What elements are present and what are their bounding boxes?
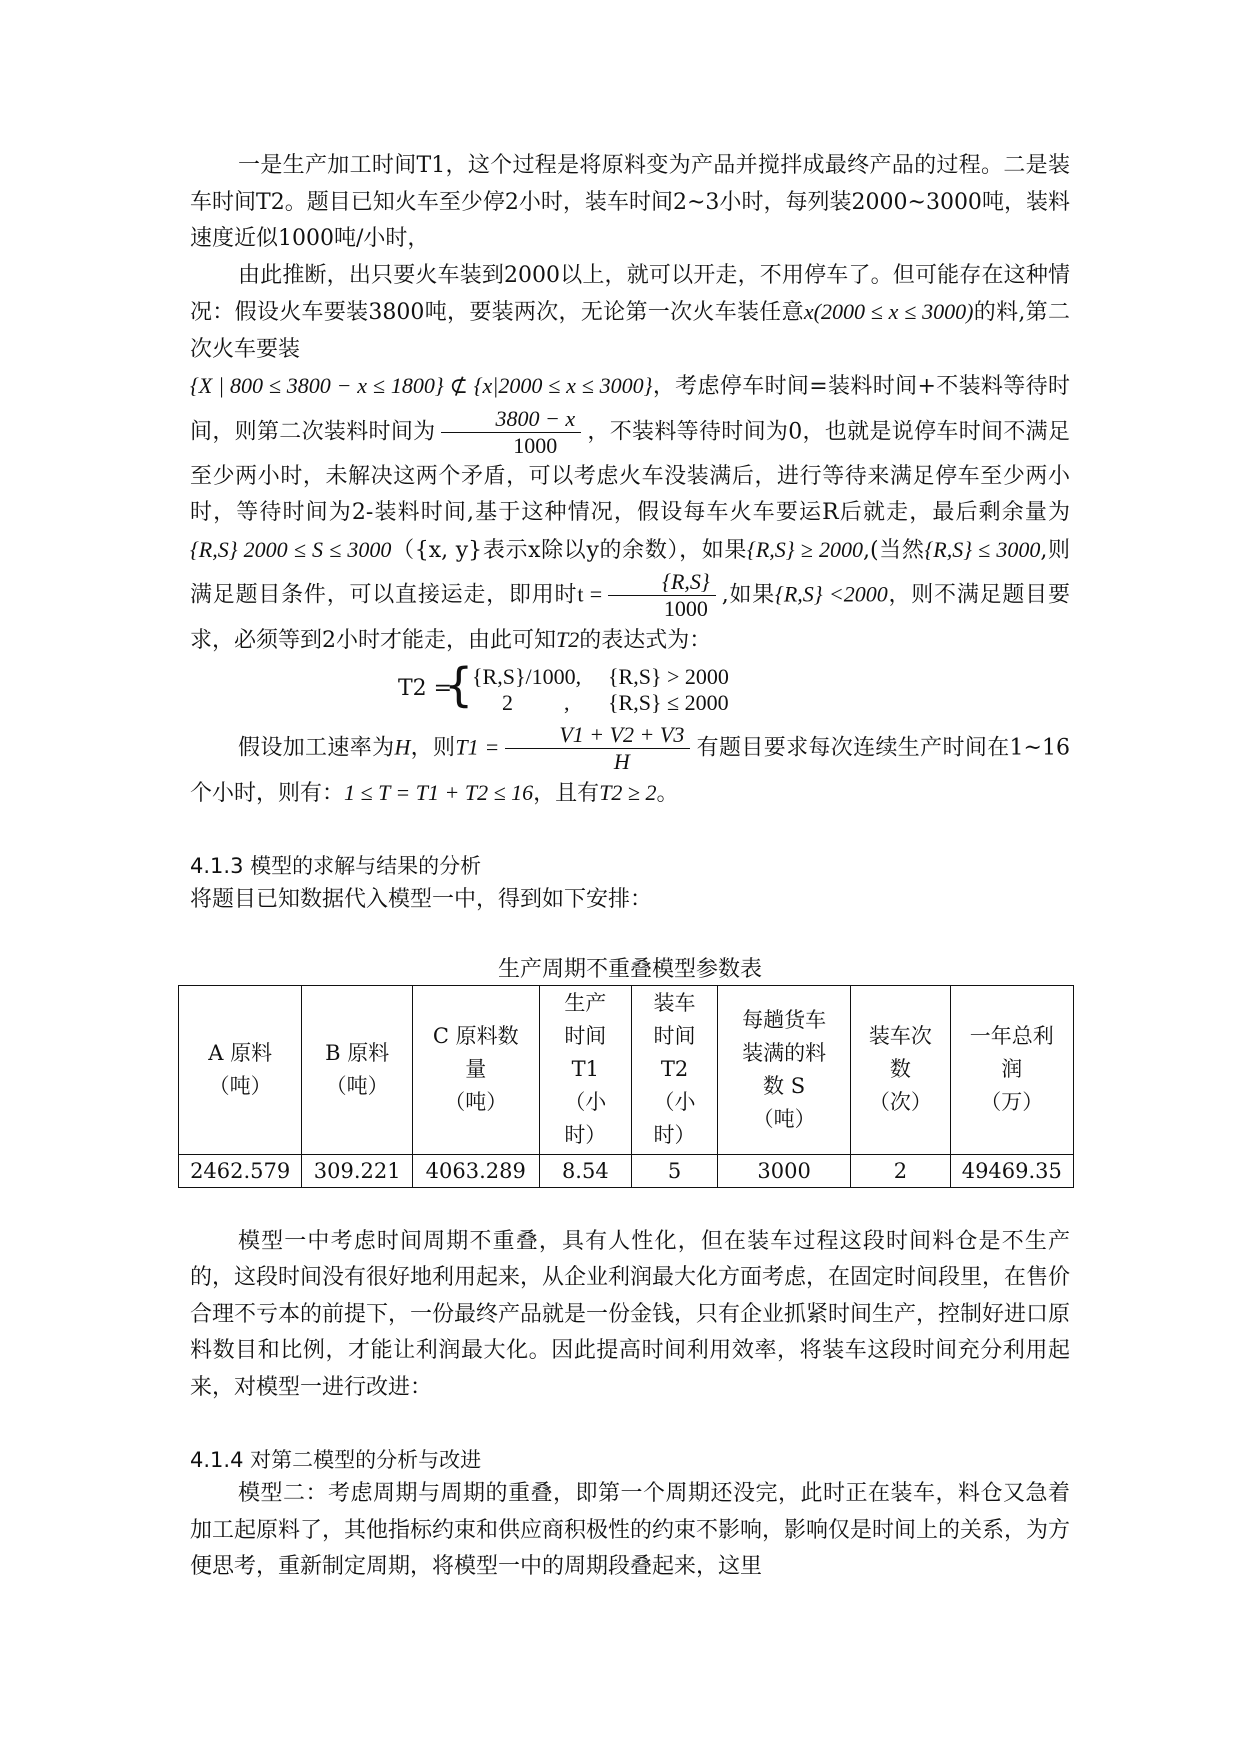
math-condition: {R,S} <2000 [775,581,888,607]
table-cell: 49469.35 [950,1154,1073,1187]
header-line: 时间 [653,1024,696,1048]
text-segment: ，则 [410,735,456,760]
formula-lhs: T2 = [398,675,453,701]
fraction-denominator: 1000 [663,596,708,621]
math-time-range: 1 ≤ T = T1 + T2 ≤ 16 [344,779,534,805]
header-line: （吨） [752,1106,816,1131]
table-cell: 309.221 [302,1154,413,1187]
fraction-denominator: 1000 [513,432,558,458]
table-header-cell [179,985,302,1154]
formula-case1-value: {R,S}/1000, [472,663,582,689]
header-line: （小 [564,1090,607,1114]
table-cell: 3000 [717,1154,850,1187]
text-segment: ,则满足题目条件，可以直接运走，即用时 [190,537,1071,608]
text-segment: （{x, y}表示x除以y的余数），如果 [391,537,748,563]
header-line: 量 [465,1057,487,1081]
table-cell: 5 [632,1154,718,1187]
section-intro: 将题目已知数据代入模型一中，得到如下安排： [190,887,653,912]
formula-case2-condition: {R,S} ≤ 2000 [608,689,729,715]
math-remainder: {R,S} 2000 ≤ S ≤ 3000 [190,536,392,562]
header-line: A 原料 [208,1040,273,1065]
formula-case1-condition: {R,S} > 2000 [608,663,729,689]
formula-case2-comma: , [564,689,570,715]
math-t2: T2 [556,627,580,652]
table-header-cell [950,985,1073,1154]
section-heading-4-1-3: 4.1.3 模型的求解与结果的分析 [190,854,482,878]
text-segment: 有题目要求每次连续生产时间在1~16个小时，则有： [190,735,1070,806]
math-condition: {R,S} ≤ 3000 [924,536,1041,562]
math-t2-min: T2 ≥ 2 [599,779,657,805]
table-header-cell [413,985,540,1154]
table-header-cell [632,985,718,1154]
fraction-second-loading [441,406,581,459]
text-segment: ，考虑停车时间=装料时间+不装料等待时间，则第二次装料时间为 [190,374,1070,444]
header-line: 一年总利 [969,1024,1054,1048]
text-segment: ,(当然 [862,537,925,563]
table-header-cell [717,985,850,1154]
table-header-row [179,985,1074,1154]
text-segment: ，不装料等待时间为0，也就是说停车时间不满足至少两小时，未解决这两个矛盾，可以考虑火车没装满后，进行等待来满足停车至少两小时，等待时间为2-装料时间,基于这种情况，假设每车火车要运R后就走，最后剩余量为 [190,419,1070,525]
parameter-table [178,985,1074,1188]
header-line: （吨） [444,1090,508,1114]
header-line: 数 [889,1057,911,1081]
header-line: 时） [564,1123,607,1147]
header-line: 每趟货车 [742,1007,827,1032]
fraction-numerator: {R,S} [608,569,716,596]
header-line: 生产 [564,991,607,1015]
table-row [179,1154,1074,1187]
header-line: 时间 [564,1024,607,1048]
header-line: （吨） [325,1073,389,1098]
table-cell: 4063.289 [413,1154,540,1187]
math-x-range: x(2000 ≤ x ≤ 3000) [803,299,974,324]
text-segment: 。 [656,780,679,806]
section-heading-4-1-4: 4.1.4 对第二模型的分析与改进 [190,1448,482,1472]
header-line: （小 [653,1090,696,1114]
header-line: 装满的料 [742,1040,827,1065]
math-t-equals: t = [577,581,603,607]
table-header-cell [539,985,632,1154]
table-cell: 2 [851,1154,950,1187]
table-title: 生产周期不重叠模型参数表 [497,956,762,982]
header-line: T2 [660,1057,689,1081]
table-cell: 2462.579 [179,1154,302,1187]
header-line: （次） [868,1090,932,1114]
table-header-cell [302,985,413,1154]
paragraph-processing-rate [190,722,1070,813]
fraction-time [608,569,716,622]
header-line: 装车 [653,991,696,1015]
header-line: （吨） [208,1073,272,1098]
fraction-numerator: 3800 − x [441,406,581,433]
math-set-inequality: {X | 800 ≤ 3800 − x ≤ 1800} ⊄ {x|2000 ≤ x ≤ 3000} [190,373,653,398]
paragraph-loading-analysis [190,258,1070,660]
text-segment: 由此推断，出只要火车装到2000以上，就可以开走，不用停车了。但可能存在这种情况：假设火车要装3800吨，要装两次，无论第一次火车装任意 [190,262,1070,325]
text-segment: ，则不满足题目要求，必须等到2小时才能走，由此可知 [190,582,1070,653]
paragraph-production-time: 一是生产加工时间T1，这个过程是将原料变为产品并搅拌成最终产品的过程。二是装车时间T2。题目已知火车至少停2小时，装车时间2~3小时，每列装2000~3000吨，装料速度近似1000吨/小时， [190,153,1070,251]
header-line: 润 [1001,1057,1023,1081]
header-line: 装车次 [868,1024,932,1048]
fraction-numerator: V1 + V2 + V3 [505,722,690,749]
header-line: C 原料数 [432,1024,519,1048]
text-segment: 假设加工速率为 [238,735,395,760]
math-h: H [394,734,411,759]
paragraph-model-two: 模型二：考虑周期与周期的重叠，即第一个周期还没完，此时正在装车，料仓又急着加工起原料了，其他指标约束和供应商积极性的约束不影响，影响仅是时间上的关系，为方便思考，重新制定周期，将模型一中的周期段叠起来，这里 [190,1481,1071,1579]
header-line: （万） [980,1090,1044,1114]
header-line: 数 S [763,1073,806,1098]
math-condition: {R,S} ≥ 2000 [747,536,863,562]
text-segment: ，且有 [533,780,600,806]
header-line: T1 [571,1057,599,1081]
header-line: 时） [653,1123,696,1147]
header-line: B 原料 [325,1040,390,1065]
text-segment: ,如果 [721,582,776,608]
formula-case2-value: 2 [502,689,513,715]
math-t1-equals: T1 = [455,734,500,759]
formula-t2-piecewise [190,657,1070,716]
paragraph-model-improvement: 模型一中考虑时间周期不重叠，具有人性化，但在装车过程这段时间料仓是不生产的，这段时间没有很好地利用起来，从企业利润最大化方面考虑，在固定时间段里，在售价合理不亏本的前提下，一份最终产品就是一份金钱，只有企业抓紧时间生产，控制好进口原料数目和比例，才能让利润最大化。因此提高时间利用效率，将装车这段时间充分利用起来，对模型一进行改进： [190,1228,1071,1400]
formula-brace: { [444,657,474,712]
table-header-cell [851,985,950,1154]
fraction-t1 [505,722,690,775]
table-cell: 8.54 [539,1154,632,1187]
text-segment: 的料,第二次火车要装 [190,300,1070,362]
document-page [190,148,1070,1586]
fraction-denominator: H [613,748,630,774]
text-segment: 的表达式为： [579,628,712,653]
